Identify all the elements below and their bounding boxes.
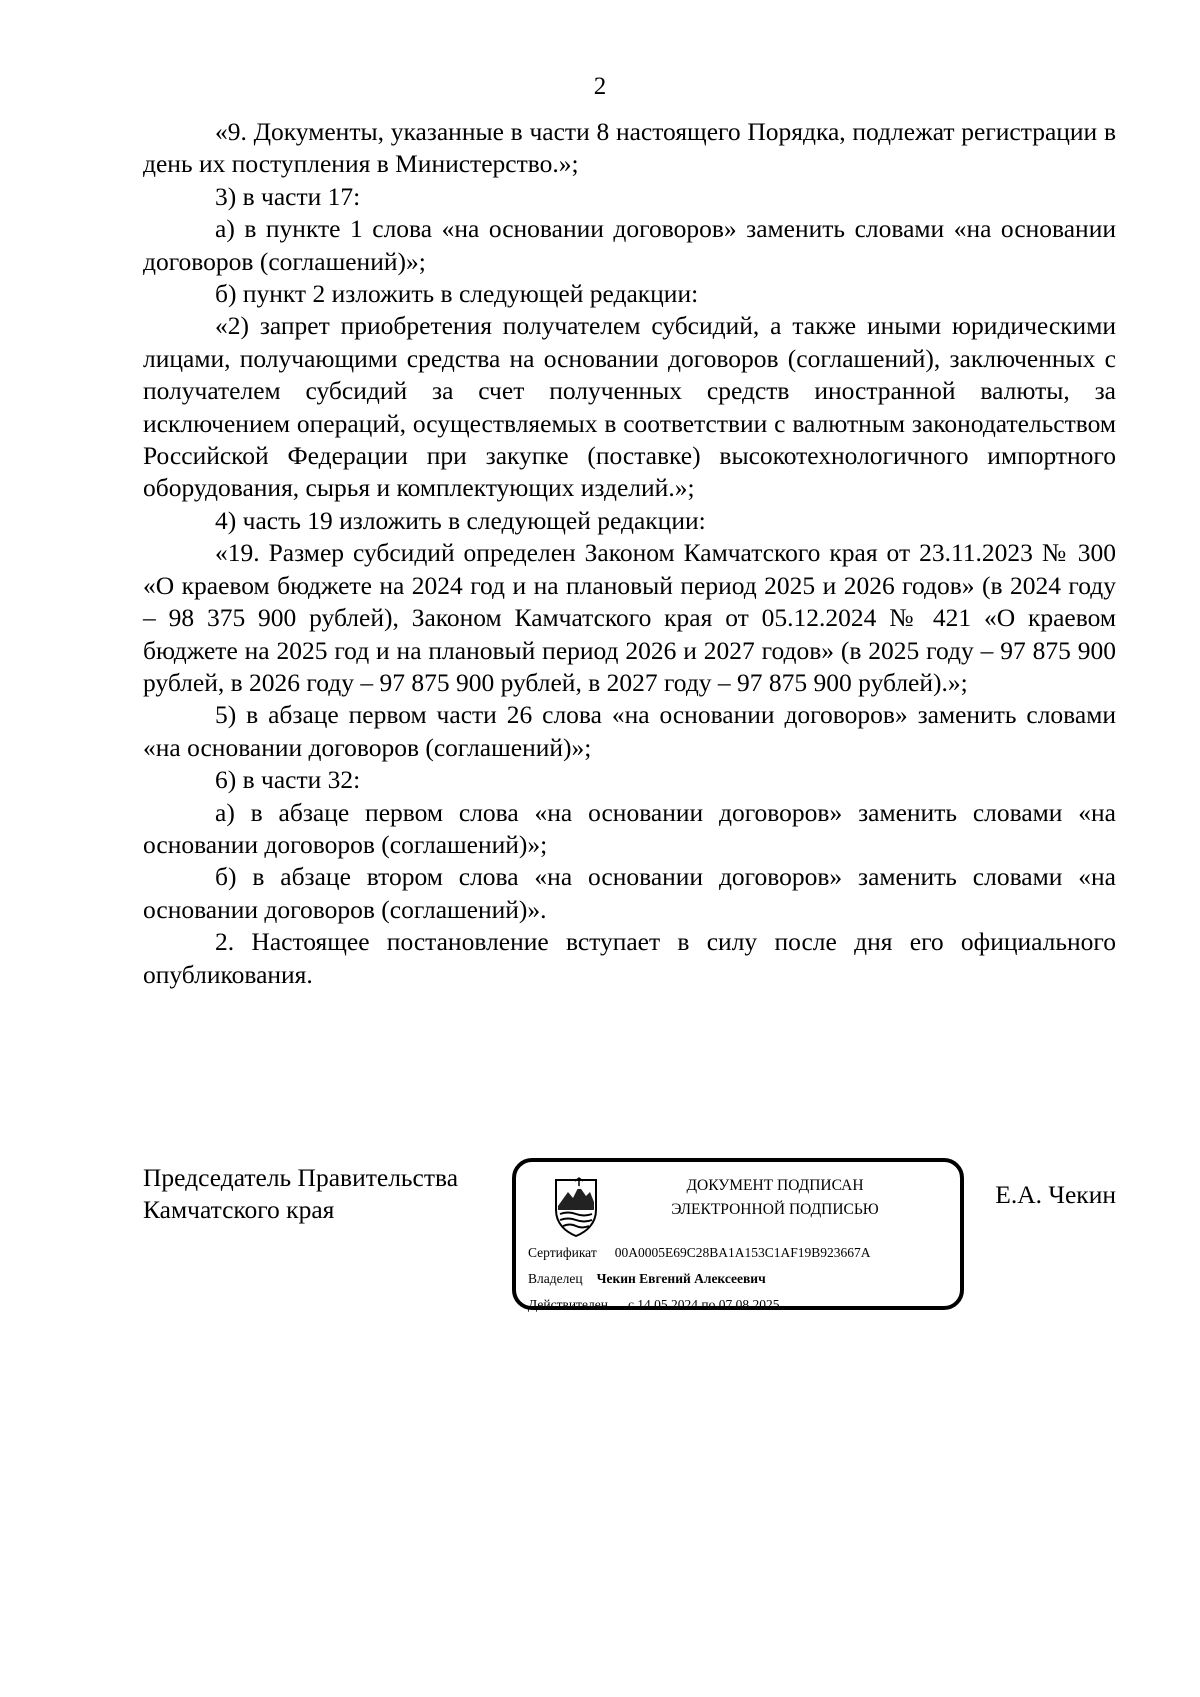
owner-value: Чекин Евгений Алексеевич [596,1271,766,1286]
paragraph-amend-part-32: 6) в части 32: [215,765,361,795]
stamp-header-line-2: ЭЛЕКТРОННОЙ ПОДПИСЬЮ [671,1201,879,1218]
stamp-header-line-1: ДОКУМЕНТ ПОДПИСАН [686,1177,864,1194]
paragraph-amend-part-26: 5) в абзаце первом части 26 слова «на основании договоров» заменить словами «на основании договоров (соглашений)»; [143,700,1116,762]
paragraph-17-item-b: б) пункт 2 изложить в следующей редакции: [215,279,699,309]
paragraph-effective-date: 2. Настоящее постановление вступает в силу после дня его официального опубликования. [143,927,1116,989]
signer-title-line-1: Председатель Правительства [143,1163,459,1192]
paragraph-32-item-a: а) в абзаце первом слова «на основании договоров» заменить словами «на основании договоров (соглашений)»; [143,797,1116,859]
stamp-validity-row [528,1296,780,1314]
electronic-signature-stamp [512,1158,964,1310]
paragraph-17-item-a: а) в пункте 1 слова «на основании договоров» заменить словами «на основании договоров (соглашений)»; [143,214,1116,276]
validity-label: Действителен [528,1297,608,1312]
paragraph-9-documents: «9. Документы, указанные в части 8 настоящего Порядка, подлежат регистрации в день их поступления в Министерство.»; [143,117,1116,179]
paragraph-point-2-text: «2) запрет приобретения получателем субсидий, а также иными юридическими лицами, получающими средства на основании договоров (соглашений), заключенных с получателем субсидий за счет полученных средств иностранной валюты, за исключением операций, осуществляемых в соответствии с валютным законодательством Российской Федерации при закупке (поставке) высокотехнологичного импортного оборудования, сырья и комплектующих изделий.»; [143,311,1116,503]
paragraph-32-item-b: б) в абзаце втором слова «на основании договоров» заменить словами «на основании договоров (соглашений)». [143,862,1116,924]
paragraph-19-subsidy-size: «19. Размер субсидий определен Законом Камчатского края от 23.11.2023 № 300 «О краевом бюджете на 2024 год и на плановый период 2025 и 2026 годов» (в 2024 году – 98 375 900 рублей), Законом Камчатского края от 05.12.2024 № 421 «О краевом бюджете на 2025 год и на плановый период 2026 и 2027 годов» (в 2025 году – 97 875 900 рублей, в 2026 году – 97 875 900 рублей, в 2027 году – 97 875 900 рублей).»; [143,538,1116,697]
kamchatka-coat-of-arms-icon [552,1176,600,1238]
paragraph-amend-part-17: 3) в части 17: [215,181,361,211]
owner-label: Владелец [528,1271,583,1286]
certificate-value: 00A0005E69C28BA1A153C1AF19B923667A [614,1245,871,1260]
paragraph-amend-part-19: 4) часть 19 изложить в следующей редакции: [215,505,706,535]
stamp-header [610,1174,940,1222]
signer-title [143,1162,458,1226]
stamp-certificate-row [528,1244,871,1262]
stamp-owner-row [528,1270,766,1288]
document-body [143,116,1116,991]
page-number: 2 [593,73,607,100]
signer-name: Е.А. Чекин [995,1180,1116,1209]
certificate-label: Сертификат [528,1245,597,1260]
signer-title-line-2: Камчатского края [143,1195,335,1224]
validity-value: с 14.05.2024 по 07.08.2025 [627,1297,780,1312]
